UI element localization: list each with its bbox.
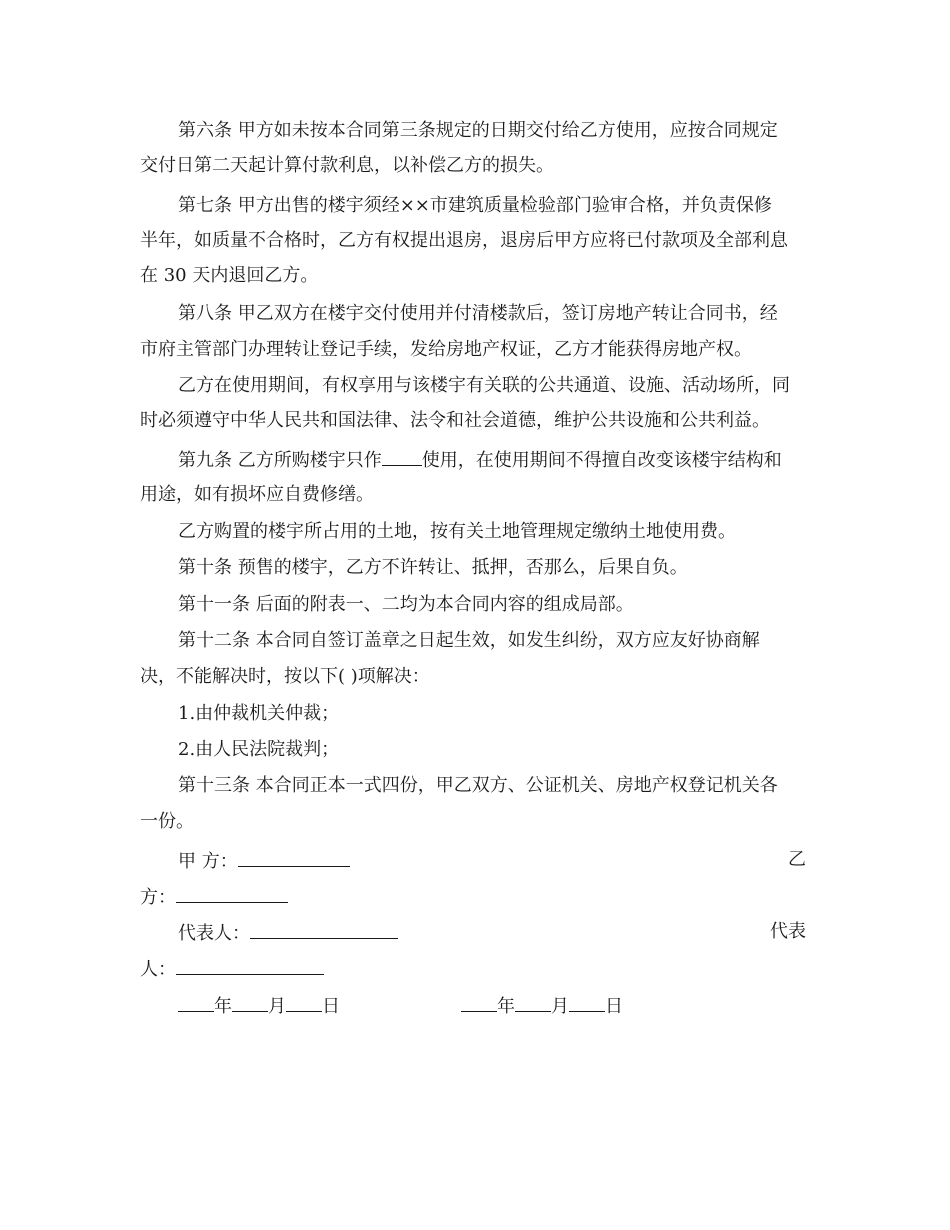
day-a-blank: [286, 994, 322, 1012]
clause-8b-line-2: 时必须遵守中华人民共和国法律、法令和社会道德，维护公共设施和公共利益。: [140, 410, 770, 431]
clause-7-line-3: 在 30 天内退回乙方。: [140, 265, 319, 286]
clause-9-text-pre: 第九条 乙方所购楼宇只作: [178, 450, 382, 471]
month-a-label: 月: [268, 996, 286, 1017]
clause-9-text-post: 使用，在使用期间不得擅自改变该楼宇结构和: [421, 450, 782, 471]
year-b-label: 年: [497, 996, 515, 1017]
clause-6-line-1: 第六条 甲方如未按本合同第三条规定的日期交付给乙方使用，应按合同规定: [178, 120, 778, 141]
clause-12-line-1: 第十二条 本合同自签订盖章之日起生效，如发生纠纷，双方应友好协商解: [178, 630, 760, 651]
clause-11-line-1: 第十一条 后面的附表一、二均为本合同内容的组成局部。: [178, 594, 634, 615]
rep-a-label: 代表人：: [178, 923, 250, 944]
party-a-blank: [238, 849, 350, 867]
clause-12-option-1: 1.由仲裁机关仲裁；: [178, 703, 340, 724]
rep-b-row: [140, 957, 324, 981]
rep-b-blank: [176, 957, 324, 975]
clause-6-line-2: 交付日第二天起计算付款利息，以补偿乙方的损失。: [140, 155, 554, 176]
rep-a-blank: [250, 921, 398, 939]
clause-10-line-1: 第十条 预售的楼宇，乙方不许转让、抵押，否那么，后果自负。: [178, 557, 688, 578]
year-b-blank: [461, 994, 497, 1012]
month-b-label: 月: [551, 996, 569, 1017]
day-b-label: 日: [605, 996, 623, 1017]
clause-8-line-2: 市府主管部门办理转让登记手续，发给房地产权证，乙方才能获得房地产权。: [140, 339, 752, 360]
clause-13-line-2: 一份。: [140, 811, 194, 832]
year-a-blank: [178, 994, 214, 1012]
party-a-label: 甲 方：: [178, 851, 238, 872]
clause-8b-line-1: 乙方在使用期间，有权享用与该楼宇有关联的公共通道、设施、活动场所，同: [178, 375, 790, 396]
month-b-blank: [515, 994, 551, 1012]
clause-8-line-1: 第八条 甲乙双方在楼宇交付使用并付清楼款后，签订房地产转让合同书，经: [178, 303, 778, 324]
party-b-blank: [176, 885, 288, 903]
party-b-label-part2: 方：: [140, 887, 176, 908]
date-b-row: [461, 994, 623, 1018]
party-a-row: [178, 849, 350, 873]
clause-13-line-1: 第十三条 本合同正本一式四份，甲乙双方、公证机关、房地产权登记机关各: [178, 775, 778, 796]
clause-12-line-2: 决，不能解决时，按以下( )项解决：: [140, 666, 430, 687]
clause-7-line-2: 半年，如质量不合格时，乙方有权提出退房，退房后甲方应将已付款项及全部利息: [140, 230, 788, 251]
rep-b-label-part2: 人：: [140, 959, 176, 980]
clause-7-line-1: 第七条 甲方出售的楼宇须经××市建筑质量检验部门验审合格，并负责保修: [178, 195, 772, 216]
party-b-label-part1: 乙: [788, 849, 806, 870]
date-a-row: [178, 994, 340, 1018]
day-b-blank: [569, 994, 605, 1012]
rep-b-label-part1: 代表: [770, 921, 806, 942]
day-a-label: 日: [322, 996, 340, 1017]
clause-9-line-1: [178, 448, 782, 472]
year-a-label: 年: [214, 996, 232, 1017]
usage-blank: [382, 448, 422, 466]
month-a-blank: [232, 994, 268, 1012]
clause-9-line-2: 用途，如有损坏应自费修缮。: [140, 484, 374, 505]
clause-9b-line-1: 乙方购置的楼宇所占用的土地，按有关土地管理规定缴纳土地使用费。: [178, 521, 736, 542]
party-b-row: [140, 885, 288, 909]
rep-a-row: [178, 921, 398, 945]
clause-12-option-2: 2.由人民法院裁判；: [178, 739, 340, 760]
